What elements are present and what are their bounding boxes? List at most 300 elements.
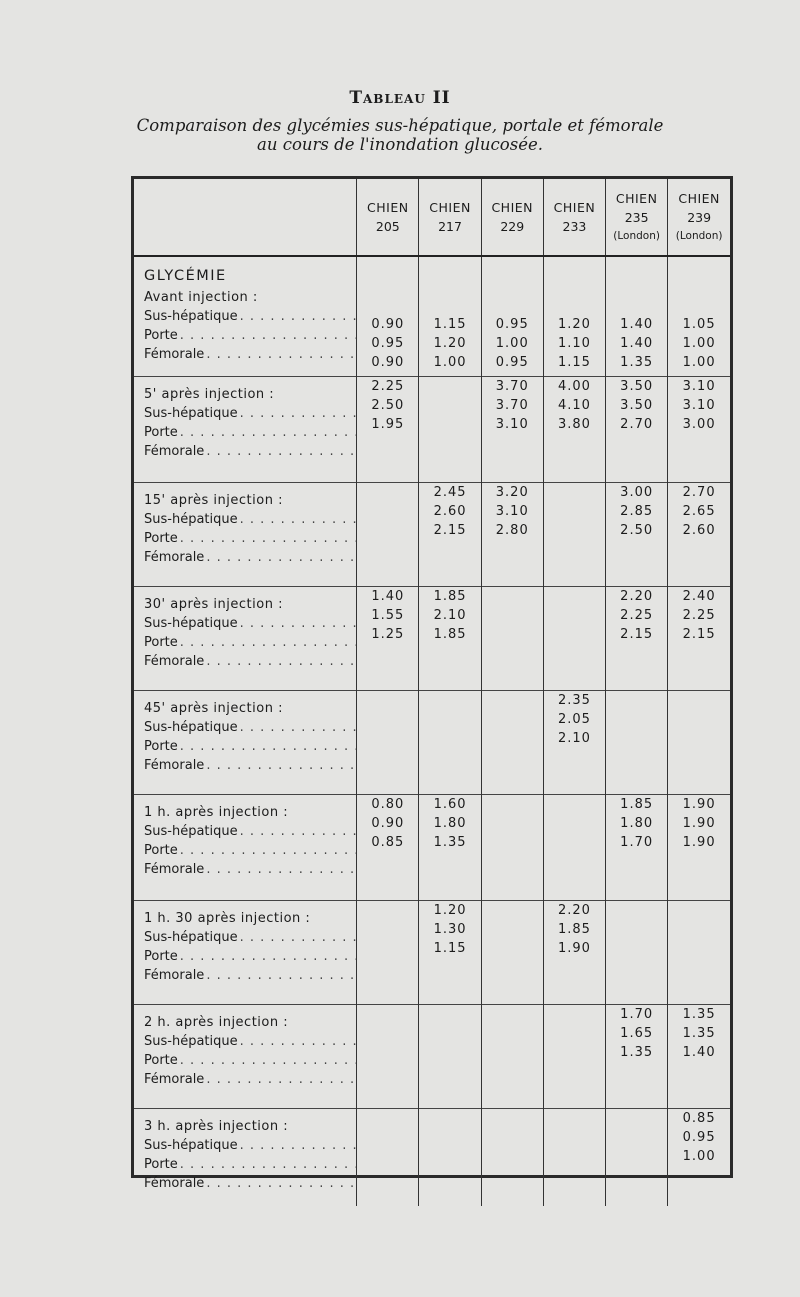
glycemia-value: 3.10 [495,503,529,519]
section-label-cell [134,586,357,690]
glycemia-value [668,901,730,920]
value-cell [419,900,481,1004]
glycemia-value [357,729,418,748]
value-cell [543,900,605,1004]
glycemia-value: 1.00 [682,336,716,351]
value-cell [357,256,419,376]
measure-name: Sus-hépatique [144,929,238,945]
section-title: 15' après injection : [144,492,283,508]
column-header-dog: CHIEN [678,190,720,206]
glycemia-value: 1.85 [620,796,654,812]
value-cell [668,690,730,794]
glycemia-value [544,1147,605,1166]
glycemia-value: 1.00 [682,355,716,370]
glycemia-value: 1.55 [371,607,405,623]
column-header-num: 239 [687,209,712,225]
glycemia-value [419,415,480,434]
section-label-cell [134,900,357,1004]
glycemia-value [544,833,605,852]
glycemia-value: 2.60 [682,522,716,538]
section-label-cell [134,376,357,482]
glycemia-value: 0.90 [371,815,405,831]
glycemia-value [419,1005,480,1024]
leader-dots [180,947,356,966]
glycemia-value [482,691,543,710]
measure-name: Fémorale [144,1071,205,1087]
leader-dots [180,1051,356,1070]
measure-name: Porte [144,328,178,343]
column-header-dog-217 [419,179,481,256]
section-row [134,1004,730,1108]
glycemia-value: 2.70 [682,484,716,500]
glycemia-value: 1.20 [557,317,591,332]
section-row [134,1108,730,1206]
section-title: 1 h. 30 après injection : [144,910,311,926]
glycemia-value: 1.30 [433,921,467,937]
glycemia-value: 2.20 [557,902,591,918]
glycemia-value [606,1109,667,1128]
glycemia-value: 3.10 [682,378,716,394]
column-header-num: 205 [375,219,400,234]
glycemia-value: 3.20 [495,484,529,500]
glycemia-value: 2.60 [433,503,467,519]
measure-row-label [144,841,356,860]
measure-row-label [144,548,356,567]
glycemia-value [482,1128,543,1147]
measure-row-label [144,345,356,364]
glycemia-value: 1.60 [433,796,467,812]
glycemia-value [482,729,543,748]
glycemia-value [544,502,605,521]
glycemia-value [606,939,667,958]
glycemia-value: 1.90 [557,940,591,956]
value-cell [543,1108,605,1206]
glycemia-value: 0.85 [682,1110,716,1126]
section-label-cell [134,256,357,376]
measure-name: Fémorale [144,861,205,877]
value-cell [357,900,419,1004]
glycemia-value: 2.25 [620,607,654,623]
measure-row-label [144,822,356,841]
column-header-sub: (London) [613,229,660,242]
measure-row-label [144,307,356,326]
measure-row-label [144,614,356,633]
value-cell [419,690,481,794]
glycemia-value: 4.10 [557,397,591,413]
value-cell [543,690,605,794]
value-cell [668,256,730,376]
glycemia-value [606,1128,667,1147]
glycemia-value [606,691,667,710]
value-cell [543,586,605,690]
value-cell [606,376,668,482]
glycemia-value [544,521,605,540]
glycemia-value: 2.85 [620,503,654,519]
glycemia-value: 1.40 [682,1044,716,1060]
measure-name: Porte [144,948,178,964]
glycemia-value: 1.85 [557,921,591,937]
glycemia-value [357,1024,418,1043]
measure-row-label [144,1032,356,1051]
glycemia-value: 1.80 [433,815,467,831]
glycemia-value: 1.15 [433,317,467,332]
column-header-num: 235 [624,209,649,225]
measure-name: Sus-hépatique [144,1033,238,1049]
column-header-dog-233 [543,179,605,256]
leader-dots [206,756,356,775]
glycemia-value: 0.90 [371,355,405,370]
section-row [134,482,730,586]
glycemia-heading: GLYCÉMIE [144,268,227,284]
value-cell [481,256,543,376]
measure-name: Porte [144,738,178,754]
glycemia-value: 1.85 [433,626,467,642]
glycemia-value [482,587,543,606]
measure-name: Sus-hépatique [144,309,238,324]
measure-name: Porte [144,842,178,858]
section-title: Avant injection : [144,290,258,305]
glycemia-value: 1.10 [557,336,591,351]
glycemia-value: 2.40 [682,588,716,604]
leader-dots [206,966,356,985]
measure-name: Porte [144,424,178,440]
glycemia-value: 1.35 [682,1006,716,1022]
value-cell [481,1108,543,1206]
glycemia-value [482,901,543,920]
column-header-sub: (London) [675,229,723,242]
glycemia-value [606,729,667,748]
section-row [134,376,730,482]
value-cell [668,1004,730,1108]
measure-row-label [144,756,356,775]
glycemia-value [606,901,667,920]
glycemia-value [419,729,480,748]
glycemia-value [482,1043,543,1062]
glycemia-value [668,729,730,748]
glycemia-value [357,1109,418,1128]
value-cell [481,376,543,482]
leader-dots [240,718,357,737]
glycemia-value: 1.35 [682,1025,716,1041]
value-cell [668,900,730,1004]
measure-row-label [144,1174,356,1193]
section-row [134,256,730,376]
measure-row-label [144,1051,356,1070]
value-cell [357,1004,419,1108]
value-cell [419,1108,481,1206]
glycemia-value [606,920,667,939]
measure-row-label [144,529,356,548]
glycemia-table-frame [131,176,733,1191]
value-cell [543,482,605,586]
value-cell [668,376,730,482]
glycemia-value: 0.95 [682,1129,716,1145]
column-header-num: 229 [500,219,525,234]
glycemia-value: 3.00 [682,416,716,432]
glycemia-value: 0.95 [495,317,529,332]
section-label-cell [134,1004,357,1108]
glycemia-value: 3.70 [495,397,529,413]
glycemia-value [544,795,605,814]
glycemia-value: 1.20 [433,336,467,351]
glycemia-table [134,179,730,1206]
column-header-num: 233 [562,219,587,234]
section-label-cell [134,690,357,794]
measure-name: Sus-hépatique [144,823,238,839]
glycemia-value: 2.80 [495,522,529,538]
glycemia-value: 2.05 [557,711,591,727]
glycemia-value: 3.70 [495,378,529,394]
glycemia-value [357,901,418,920]
section-title: 1 h. après injection : [144,804,289,820]
header-row [134,179,730,256]
glycemia-value [357,521,418,540]
section-title: 45' après injection : [144,700,283,716]
value-cell [419,794,481,900]
glycemia-value: 0.95 [371,336,405,351]
glycemia-value: 2.20 [620,588,654,604]
glycemia-value: 4.00 [557,378,591,394]
leader-dots [206,442,356,461]
leader-dots [206,548,356,567]
value-cell [419,586,481,690]
glycemia-value: 3.00 [620,484,654,500]
section-label-cell [134,1108,357,1206]
value-cell [606,1108,668,1206]
leader-dots [180,841,356,860]
measure-row-label [144,652,356,671]
measure-name: Fémorale [144,757,205,773]
glycemia-value [544,483,605,502]
value-cell [419,482,481,586]
glycemia-value [419,377,480,396]
glycemia-value: 1.25 [371,626,405,642]
glycemia-value: 1.05 [682,317,716,332]
section-label-cell [134,794,357,900]
measure-row-label [144,326,356,345]
glycemia-value: 1.00 [495,336,529,351]
measure-name: Fémorale [144,549,205,565]
leader-dots [240,510,357,529]
measure-name: Fémorale [144,653,205,669]
column-header-dog: CHIEN [553,200,596,215]
value-cell [543,376,605,482]
glycemia-value: 3.50 [620,378,654,394]
value-cell [668,794,730,900]
section-row [134,900,730,1004]
glycemia-value: 1.00 [433,355,467,370]
value-cell [606,1004,668,1108]
glycemia-value: 1.70 [620,1006,654,1022]
glycemia-value: 1.85 [433,588,467,604]
measure-name: Sus-hépatique [144,719,238,735]
glycemia-value [544,587,605,606]
leader-dots [206,345,356,364]
glycemia-value: 1.70 [620,834,654,850]
glycemia-value [668,939,730,958]
value-cell [606,586,668,690]
glycemia-value: 1.35 [433,834,467,850]
column-header-dog: CHIEN [615,190,658,206]
value-cell [668,482,730,586]
measure-row-label [144,947,356,966]
glycemia-value [419,710,480,729]
glycemia-value [482,606,543,625]
measure-row-label [144,423,356,442]
leader-dots [180,633,356,652]
value-cell [606,690,668,794]
measure-name: Porte [144,1052,178,1068]
glycemia-value: 1.15 [557,355,591,370]
table-subtitle [0,116,800,154]
table-title: Tableau II [349,88,451,108]
glycemia-value [668,710,730,729]
glycemia-value: 1.35 [620,355,654,370]
glycemia-value: 1.35 [620,1044,654,1060]
column-header-dog: CHIEN [491,200,534,215]
glycemia-value [419,396,480,415]
leader-dots [240,307,357,326]
glycemia-value [357,920,418,939]
glycemia-value [544,814,605,833]
value-cell [357,586,419,690]
glycemia-value: 1.90 [682,834,716,850]
column-header-dog: CHIEN [367,200,409,215]
value-cell [481,900,543,1004]
value-cell [357,690,419,794]
measure-row-label [144,1070,356,1089]
section-label-cell [134,482,357,586]
leader-dots [206,860,356,879]
glycemia-value: 2.10 [433,607,467,623]
glycemia-value [419,1147,480,1166]
subtitle-line-2: au cours de l'inondation glucosée. [257,135,543,154]
glycemia-value: 2.50 [620,522,654,538]
leader-dots [206,1174,356,1193]
glycemia-value [482,795,543,814]
glycemia-value [419,1024,480,1043]
glycemia-value [544,606,605,625]
glycemia-value: 0.85 [371,834,405,850]
glycemia-value: 1.20 [433,902,467,918]
leader-dots [180,529,356,548]
glycemia-value [544,625,605,644]
glycemia-value [482,814,543,833]
leader-dots [240,1136,357,1155]
glycemia-value: 0.90 [371,317,405,332]
measure-row-label [144,718,356,737]
measure-row-label [144,1155,356,1174]
measure-row-label [144,404,356,423]
glycemia-value: 2.65 [682,503,716,519]
section-title: 5' après injection : [144,386,275,402]
glycemia-value: 1.40 [620,336,654,351]
glycemia-value [419,1128,480,1147]
value-cell [481,794,543,900]
glycemia-value: 2.15 [433,522,467,538]
glycemia-value [357,691,418,710]
measure-name: Fémorale [144,347,205,362]
glycemia-value: 2.25 [371,378,405,394]
glycemia-value [357,1043,418,1062]
leader-dots [240,614,357,633]
glycemia-value [544,1109,605,1128]
glycemia-value: 2.15 [620,626,654,642]
value-cell [481,1004,543,1108]
glycemia-value: 3.10 [682,397,716,413]
measure-name: Sus-hépatique [144,511,238,527]
measure-row-label [144,928,356,947]
glycemia-value [357,483,418,502]
glycemia-value: 1.65 [620,1025,654,1041]
measure-name: Sus-hépatique [144,405,238,421]
glycemia-value: 1.40 [371,588,405,604]
leader-dots [180,326,356,345]
value-cell [543,794,605,900]
measure-row-label [144,860,356,879]
section-title: 2 h. après injection : [144,1014,289,1030]
measure-name: Fémorale [144,443,205,459]
glycemia-value: 2.50 [371,397,405,413]
glycemia-value: 1.80 [620,815,654,831]
measure-name: Sus-hépatique [144,615,238,631]
glycemia-value [544,1005,605,1024]
glycemia-value [357,939,418,958]
leader-dots [240,928,357,947]
section-title: 30' après injection : [144,596,283,612]
measure-name: Porte [144,530,178,546]
measure-row-label [144,442,356,461]
glycemia-value: 1.40 [620,317,654,332]
column-header-dog-239 [668,179,730,256]
column-header-dog: CHIEN [429,200,471,215]
column-header-dog-229 [481,179,543,256]
glycemia-value: 2.35 [557,692,591,708]
glycemia-value [544,1024,605,1043]
glycemia-value: 1.90 [682,796,716,812]
value-cell [668,1108,730,1206]
glycemia-value [482,625,543,644]
value-cell [606,256,668,376]
glycemia-value [482,710,543,729]
glycemia-value [357,1147,418,1166]
value-cell [481,482,543,586]
value-cell [543,256,605,376]
column-header-dog-235 [606,179,668,256]
measure-name: Porte [144,1156,178,1172]
value-cell [606,482,668,586]
glycemia-value [482,1005,543,1024]
leader-dots [180,737,356,756]
value-cell [357,1108,419,1206]
glycemia-value: 0.95 [495,355,529,370]
measure-row-label [144,633,356,652]
glycemia-value [419,691,480,710]
leader-dots [240,404,357,423]
glycemia-value [482,1109,543,1128]
glycemia-value: 2.15 [682,626,716,642]
glycemia-value [357,502,418,521]
glycemia-value: 2.70 [620,416,654,432]
value-cell [481,690,543,794]
measure-name: Sus-hépatique [144,1137,238,1153]
glycemia-value [482,1024,543,1043]
leader-dots [180,1155,356,1174]
section-row [134,794,730,900]
glycemia-value [544,1043,605,1062]
measure-row-label [144,966,356,985]
measure-name: Fémorale [144,967,205,983]
